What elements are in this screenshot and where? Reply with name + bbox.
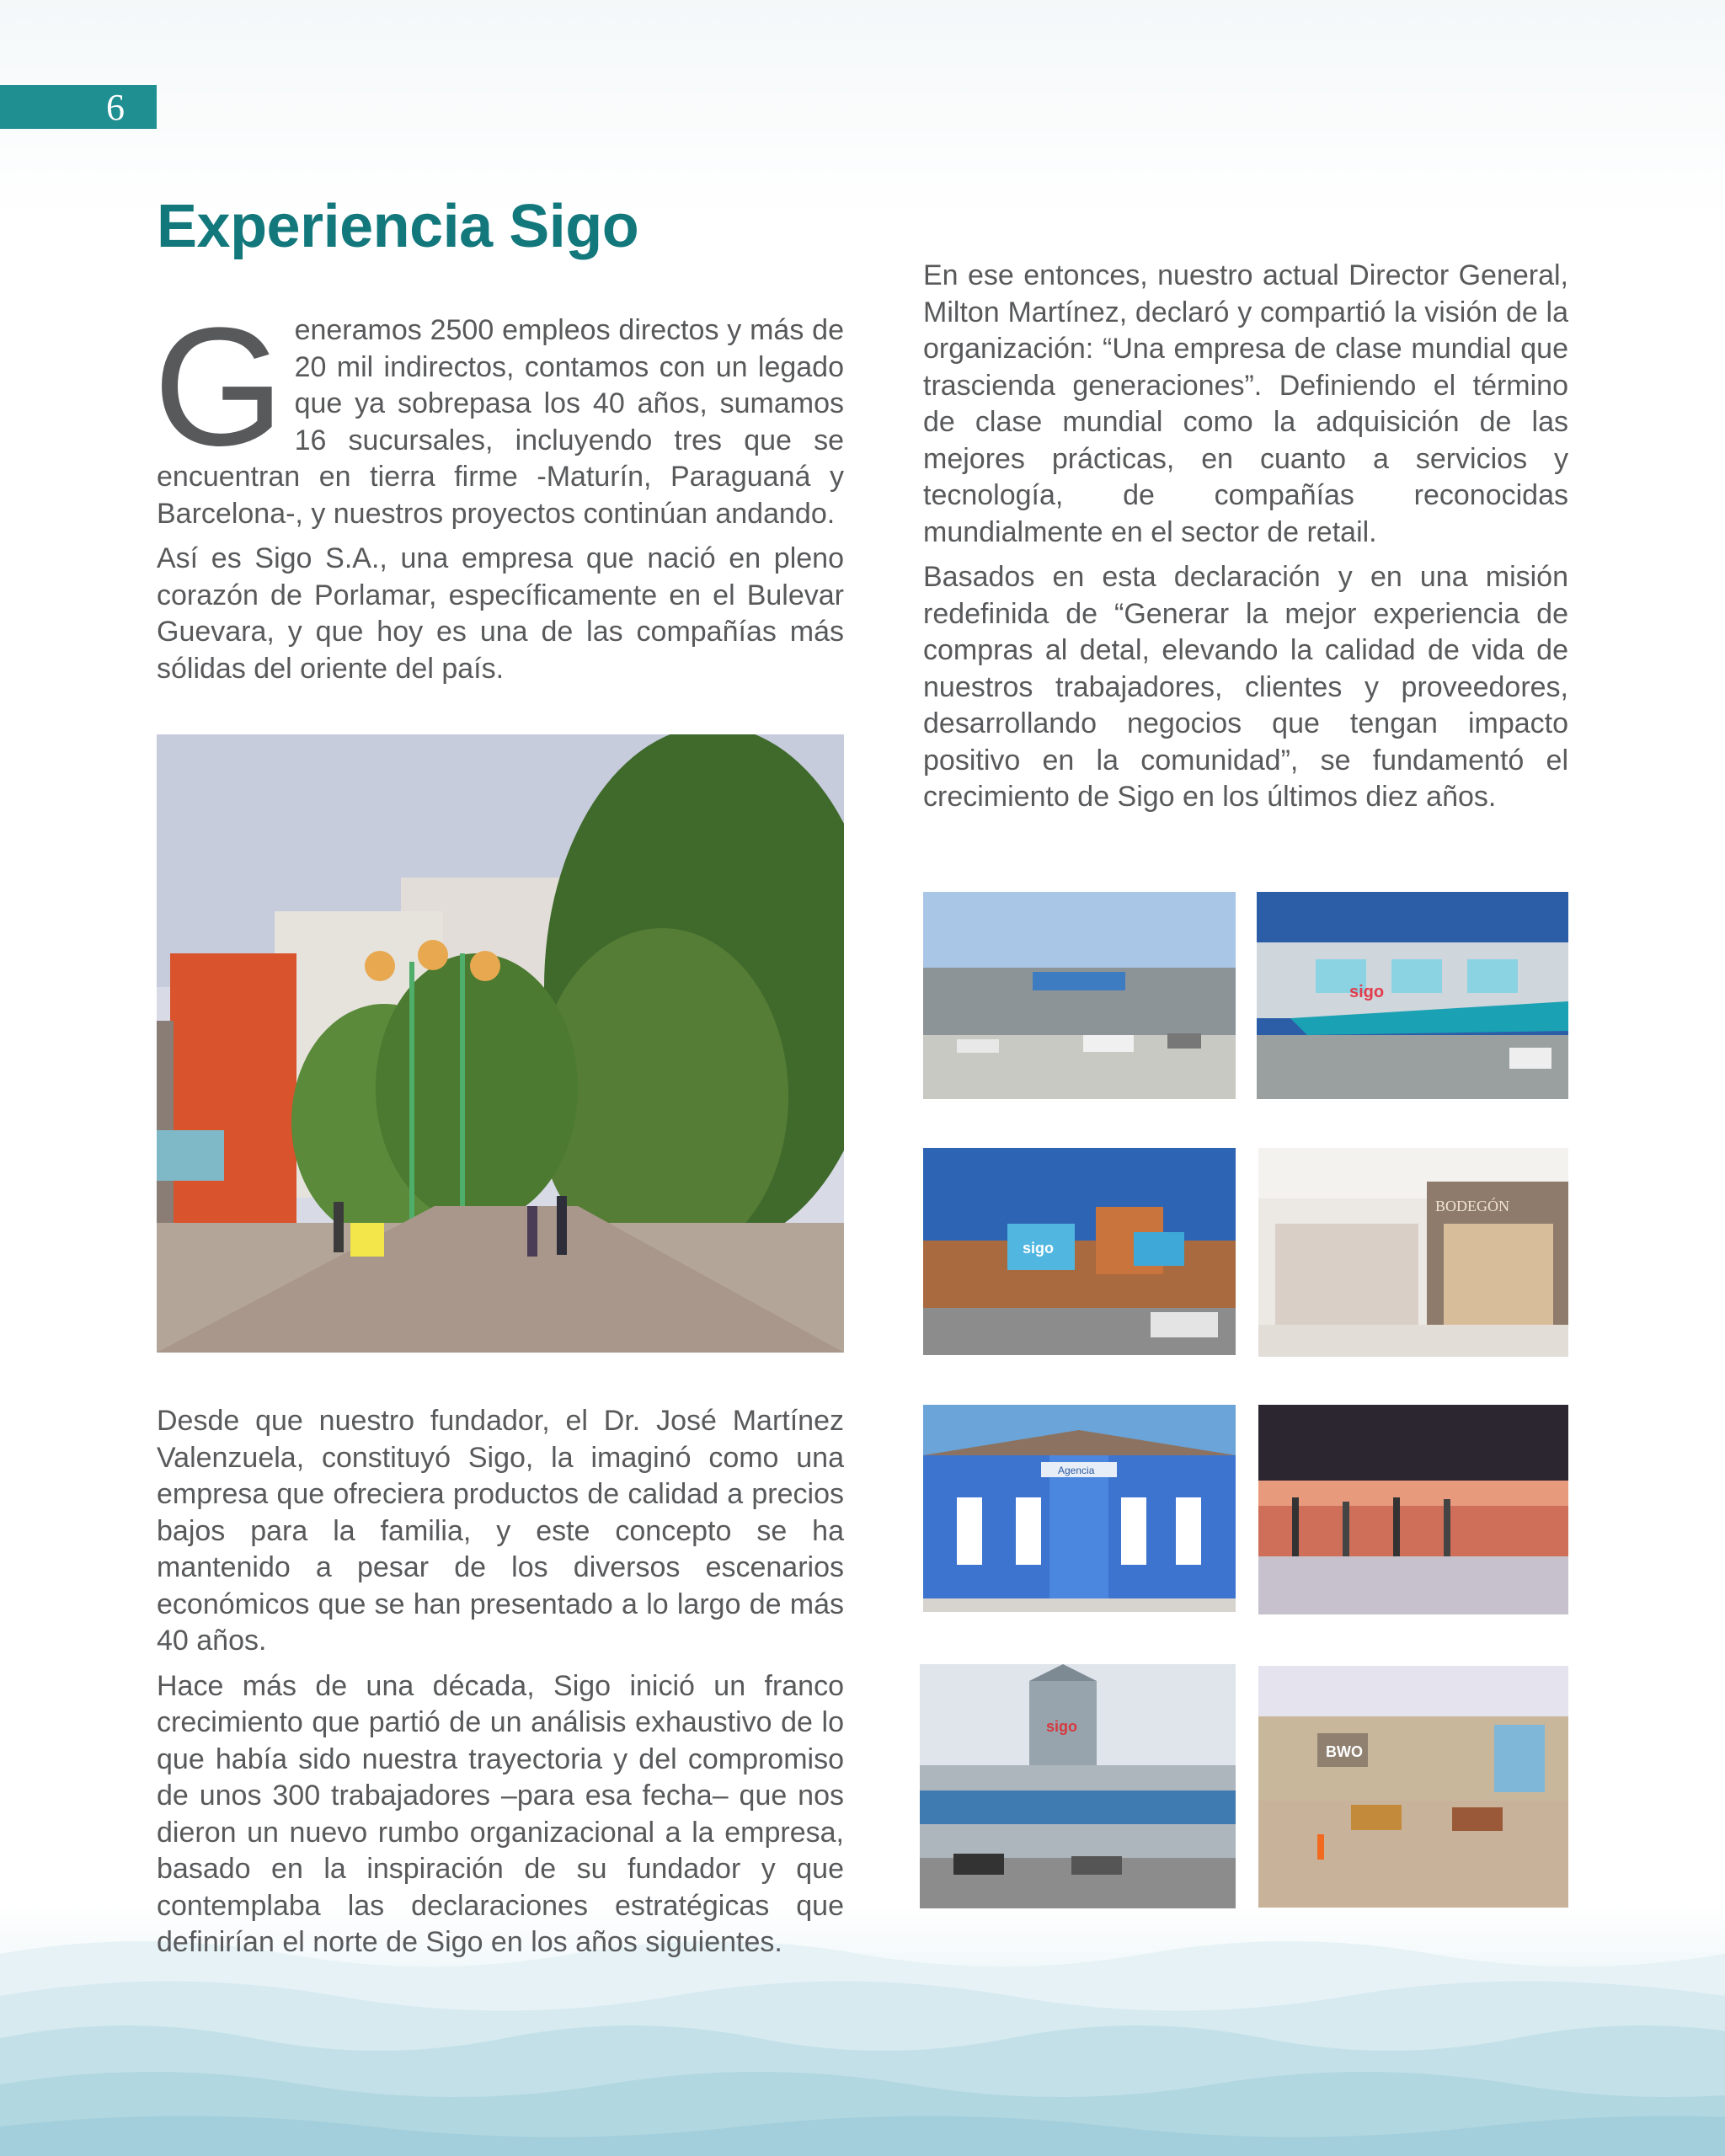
store-photo-1 (923, 892, 1236, 1099)
store-photo-3 (923, 1148, 1236, 1355)
mall-sign-text: BWO (1326, 1743, 1363, 1760)
page-number: 6 (106, 86, 125, 128)
dropcap: G (153, 293, 285, 481)
agency-sign-text: Agencia (1058, 1465, 1095, 1476)
paragraph-growth: Hace más de una década, Sigo inició un franco crecimiento que partió de un análisis exhaustivo de lo que había sido nuestra trayectoria y del compromiso de unos 300 trabajadores –para esa fecha– que nos dieron un nuevo rumbo organizacional a la empresa, basado en la inspiración de su fundador y que contemplaba las declaraciones estratégicas que definirían el norte de Sigo en los años siguientes. (157, 1669, 844, 1958)
intro-paragraph: Generamos 2500 empleos directos y más de 20 mil indirectos, contamos con un legado que ya sobrepasa los 40 años, sumamos 16 sucursales, incluyendo tres que se encuentran en tierra firme -Maturín, Paraguaná y Barcelona-, y nuestros proyectos continúan andando. (153, 293, 844, 530)
store-photo-2 (1257, 892, 1568, 1099)
bodegon-sign-text: BODEGÓN (1435, 1198, 1509, 1214)
paragraph-origin: Así es Sigo S.A., una empresa que nació en pleno corazón de Porlamar, específicamente en el Bulevar Guevara, y que hoy es una de las compañías más sólidas del oriente del país. (157, 542, 844, 685)
store-sign-text-2: sigo (1023, 1240, 1055, 1257)
tower-sign-text: sigo (1046, 1718, 1078, 1735)
paragraph-founder: Desde que nuestro fundador, el Dr. José Martínez Valenzuela, constituyó Sigo, la imaginó como una empresa que ofreciera productos de calidad a precios bajos para la familia, y este concepto se ha mantenido a pesar de los diversos escenarios económicos que se han presentado a lo largo de más 40 años. (157, 1405, 844, 1657)
mall-tower-photo (920, 1664, 1236, 1908)
historic-branch-photo (923, 1405, 1236, 1612)
historic-boulevard-photo (157, 734, 844, 1353)
right-column (923, 258, 1568, 825)
page-title: Experiencia Sigo (157, 193, 639, 260)
store-entrance-photo (1258, 1405, 1568, 1614)
bodegon-interior-photo (1258, 1148, 1568, 1357)
paragraph-mission: Basados en esta declaración y en una misión redefinida de “Generar la mejor experiencia de compras al detal, elevando la calidad de vida de nuestros trabajadores, clientes y proveedores, desarrollando negocios que tengan impacto positivo en la comunidad”, se fundamentó el crecimiento de Sigo en los últimos diez años. (923, 561, 1568, 813)
outdoor-mall-photo (1258, 1666, 1568, 1908)
paragraph-vision: En ese entonces, nuestro actual Director General, Milton Martínez, declaró y compartió la visión de la organización: “Una empresa de clase mundial que trascienda generaciones”. Definiendo el término de clase mundial como la adquisición de las mejores prácticas, en cuanto a servicios y tecnología, de compañías reconocidas mundialmente en el sector de retail. (923, 259, 1568, 548)
left-column-bottom (157, 1403, 844, 1970)
left-column-top (153, 293, 844, 696)
page-number-tab (0, 85, 157, 129)
store-sign-text: sigo (1349, 983, 1385, 1001)
